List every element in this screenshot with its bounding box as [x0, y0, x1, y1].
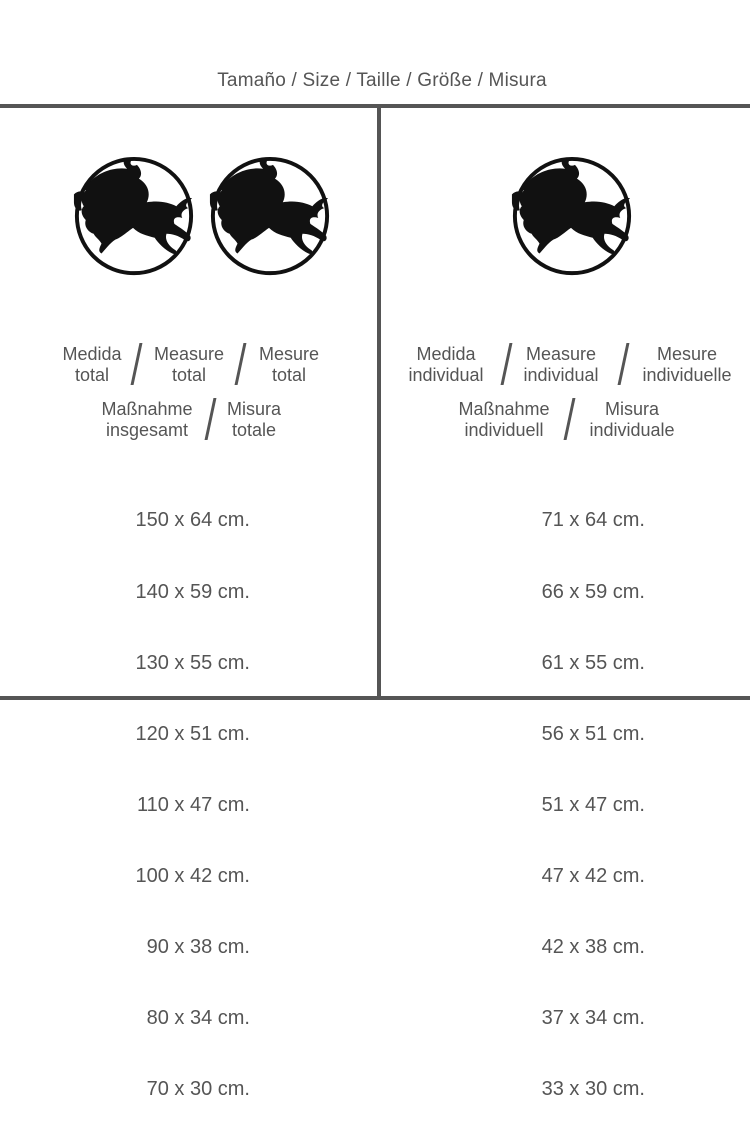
- label-medida-individual: Medida individual: [408, 344, 484, 385]
- size-item: 51 x 47 cm.: [541, 793, 645, 816]
- label-separator: [564, 398, 576, 440]
- size-item: 33 x 30 cm.: [541, 1078, 645, 1101]
- label-measure-total: Measure total: [153, 344, 225, 385]
- size-item: 150 x 64 cm.: [135, 509, 250, 532]
- label-measure-individual: Measure individual: [523, 344, 599, 385]
- label-mesure-total: Mesure total: [258, 344, 320, 385]
- size-item: 140 x 59 cm.: [135, 580, 250, 603]
- label-separator: [501, 343, 513, 385]
- size-item: 80 x 34 cm.: [146, 1007, 250, 1030]
- total-size-list: [100, 462, 250, 1126]
- size-item: 56 x 51 cm.: [541, 722, 645, 745]
- label-separator: [235, 343, 247, 385]
- individual-size-list: [500, 462, 645, 1126]
- label-separator: [205, 398, 217, 440]
- size-item: 37 x 34 cm.: [541, 1007, 645, 1030]
- size-item: 100 x 42 cm.: [135, 864, 250, 887]
- size-item: 110 x 47 cm.: [136, 793, 250, 816]
- size-item: 47 x 42 cm.: [541, 864, 645, 887]
- size-item: 61 x 55 cm.: [541, 651, 645, 674]
- horse-logo-icon: [206, 155, 334, 283]
- label-separator: [131, 343, 143, 385]
- label-mesure-individuelle: Mesure individuelle: [642, 344, 732, 385]
- top-divider: [0, 104, 750, 108]
- size-item: 130 x 55 cm.: [135, 651, 250, 674]
- size-item: 42 x 38 cm.: [541, 935, 645, 958]
- center-divider: [377, 107, 381, 700]
- label-misura-individuale: Misura individuale: [589, 399, 675, 440]
- label-misura-totale: Misura totale: [226, 399, 281, 440]
- size-item: 66 x 59 cm.: [541, 580, 645, 603]
- size-item: 120 x 51 cm.: [135, 722, 250, 745]
- label-massnahme-insgesamt: Maßnahme insgesamt: [101, 399, 193, 440]
- label-massnahme-individuell: Maßnahme individuell: [458, 399, 550, 440]
- horse-logo-icon: [70, 155, 198, 283]
- size-item: 70 x 30 cm.: [146, 1078, 250, 1101]
- horse-logo-icon: [508, 155, 636, 283]
- label-medida-total: Medida total: [62, 344, 122, 385]
- label-separator: [618, 343, 630, 385]
- size-item: 90 x 38 cm.: [146, 935, 250, 958]
- page-title: Tamaño / Size / Taille / Größe / Misura: [217, 70, 547, 91]
- size-item: 71 x 64 cm.: [541, 509, 645, 532]
